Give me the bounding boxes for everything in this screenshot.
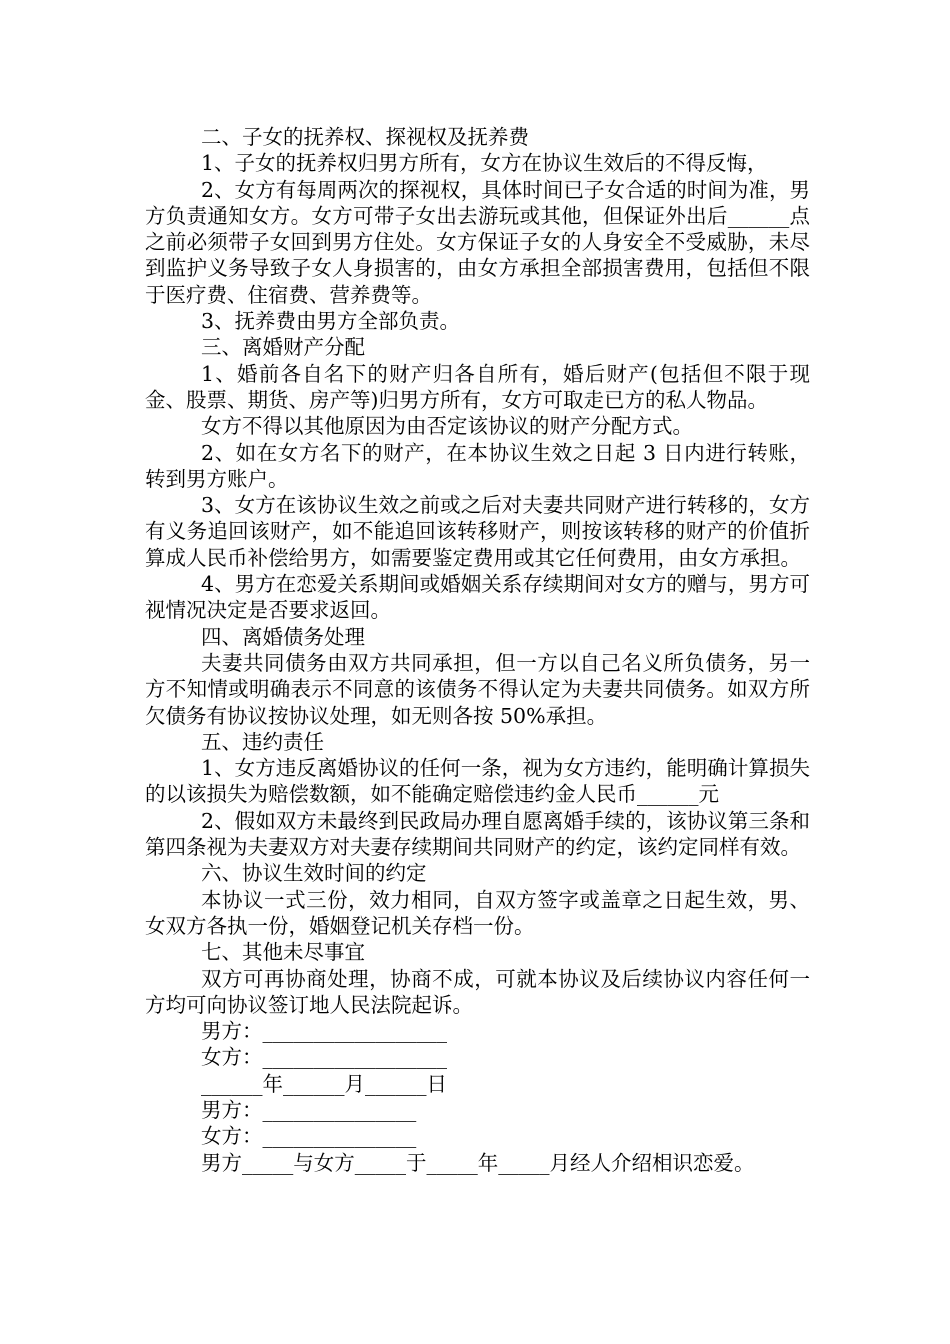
paragraph-property-1: 1、婚前各自名下的财产归各自所有，婚后财产(包括但不限于现金、股票、期货、房产等)归男方所有，女方可取走已方的私人物品。 — [145, 361, 810, 412]
closing-sentence: 男方_____与女方_____于_____年_____月经人介绍相识恋爱。 — [201, 1150, 755, 1175]
paragraph-property-4: 4、男方在恋爱关系期间或婚姻关系存续期间对女方的赠与，男方可视情况决定是否要求返回。 — [145, 572, 810, 623]
paragraph-custody-1: 1、子女的抚养权归男方所有，女方在协议生效后的不得反悔， — [201, 151, 768, 176]
paragraph-debt: 夫妻共同债务由双方共同承担，但一方以自己名义所负债务，另一方不知情或明确表示不同意的该债务不得认定为夫妻共同债务。如双方所欠债务有协议按协议处理，如无则各按 50%承担。 — [145, 650, 810, 728]
signature-line-female-2: 女方：_______________ — [201, 1124, 417, 1149]
section-heading-effective: 六、协议生效时间的约定 — [201, 861, 427, 886]
signature-line-female: 女方：__________________ — [201, 1045, 447, 1070]
signature-line-male-2: 男方：_______________ — [201, 1097, 417, 1122]
signature-line-male: 男方：__________________ — [201, 1019, 447, 1044]
paragraph-custody-2: 2、女方有每周两次的探视权，具体时间已子女合适的时间为准，男方负责通知女方。女方可带子女出去游玩或其他，但保证外出后______点之前必须带子女回到男方住处。女方保证子女的人身安全不受威胁，未尽到监护义务导致子女人身损害的，由女方承担全部损害费用，包括但不限于医疗费、住宿费、营养费等。 — [145, 177, 810, 307]
document-body — [145, 124, 810, 1176]
paragraph-effective: 本协议一式三份，效力相同，自双方签字或盖章之日起生效，男、女双方各执一份，婚姻登记机关存档一份。 — [145, 887, 810, 938]
paragraph-property-3: 3、女方在该协议生效之前或之后对夫妻共同财产进行转移的，女方有义务追回该财产，如不能追回该转移财产，则按该转移的财产的价值折算成人民币补偿给男方，如需要鉴定费用或其它任何费用，由女方承担。 — [145, 493, 810, 570]
paragraph-breach-2: 2、假如双方未最终到民政局办理自愿离婚手续的，该协议第三条和第四条视为夫妻双方对夫妻存续期间共同财产的约定，该约定同样有效。 — [145, 808, 810, 860]
section-heading-breach: 五、违约责任 — [201, 729, 324, 754]
paragraph-property-note: 女方不得以其他原因为由否定该协议的财产分配方式。 — [201, 414, 693, 439]
section-heading-debt: 四、离婚债务处理 — [201, 624, 365, 649]
paragraph-custody-3: 3、抚养费由男方全部负责。 — [201, 309, 461, 334]
section-heading-custody: 二、子女的抚养权、探视权及抚养费 — [201, 125, 529, 149]
paragraph-property-2: 2、如在女方名下的财产，在本协议生效之日起 3 日内进行转账，转到男方账户。 — [145, 440, 810, 491]
paragraph-breach-1: 1、女方违反离婚协议的任何一条，视为女方违约，能明确计算损失的以该损失为赔偿数额，如不能确定赔偿违约金人民币______元 — [145, 756, 810, 807]
paragraph-other: 双方可再协商处理，协商不成，可就本协议及后续协议内容任何一方均可向协议签订地人民法院起诉。 — [145, 966, 810, 1017]
date-line: ______年______月______日 — [201, 1071, 447, 1096]
section-heading-other: 七、其他未尽事宜 — [201, 940, 365, 965]
section-heading-property: 三、离婚财产分配 — [201, 335, 365, 360]
